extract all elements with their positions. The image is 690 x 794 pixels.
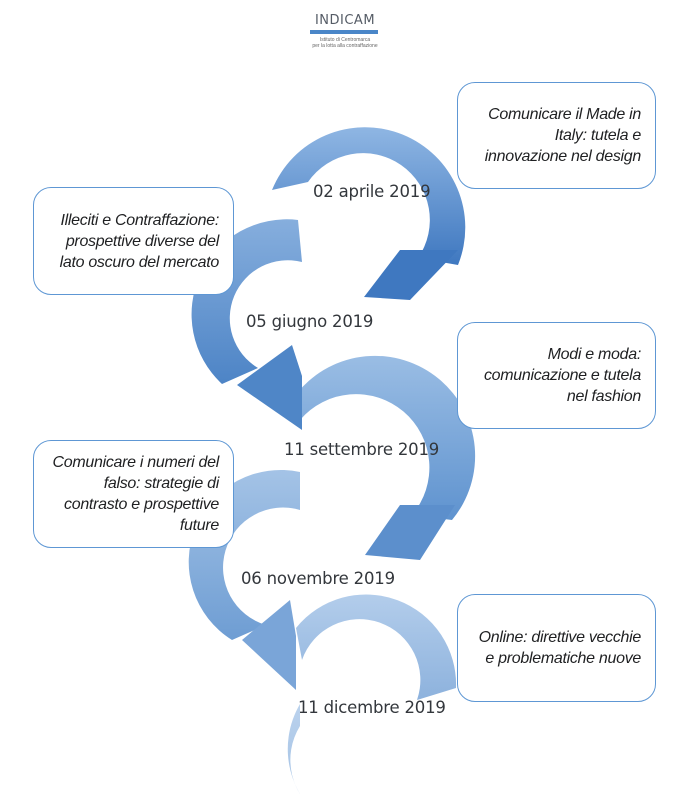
event-callout-4 [33,440,234,548]
event-callout-1 [457,82,656,189]
spiral-arrow-5 [296,594,456,700]
event-callout-2 [33,187,234,295]
event-title-5: Online: direttive vecchie e problematiche nuove [478,629,641,667]
event-date-3: 11 settembre 2019 [284,440,440,459]
event-date-5: 11 dicembre 2019 [298,698,446,717]
event-date-2: 05 giugno 2019 [246,312,374,331]
spiral-ring-tail [288,704,453,794]
event-date-1: 02 aprile 2019 [313,182,431,201]
logo-tagline-line1: Istituto di Centromarca [319,37,371,43]
event-title-4: Comunicare i numeri del falso: strategie di contrasto e prospettive future [52,454,219,534]
event-title-2: Illeciti e Contraffazione: prospettive diverse del lato oscuro del mercato [59,211,219,271]
event-title-3: Modi e moda: comunicazione e tutela nel fashion [483,346,641,405]
logo-tagline-line2: per la lotta alla contraffazione [312,43,378,49]
event-title-1: Comunicare il Made in Italy: tutela e innovazione nel design [484,106,641,165]
logo-wordmark: INDICAM [314,13,376,28]
event-callout-5 [457,594,656,702]
spiral-arrow-1 [272,127,465,300]
event-callout-3 [457,322,656,429]
event-date-4: 06 novembre 2019 [241,569,395,588]
